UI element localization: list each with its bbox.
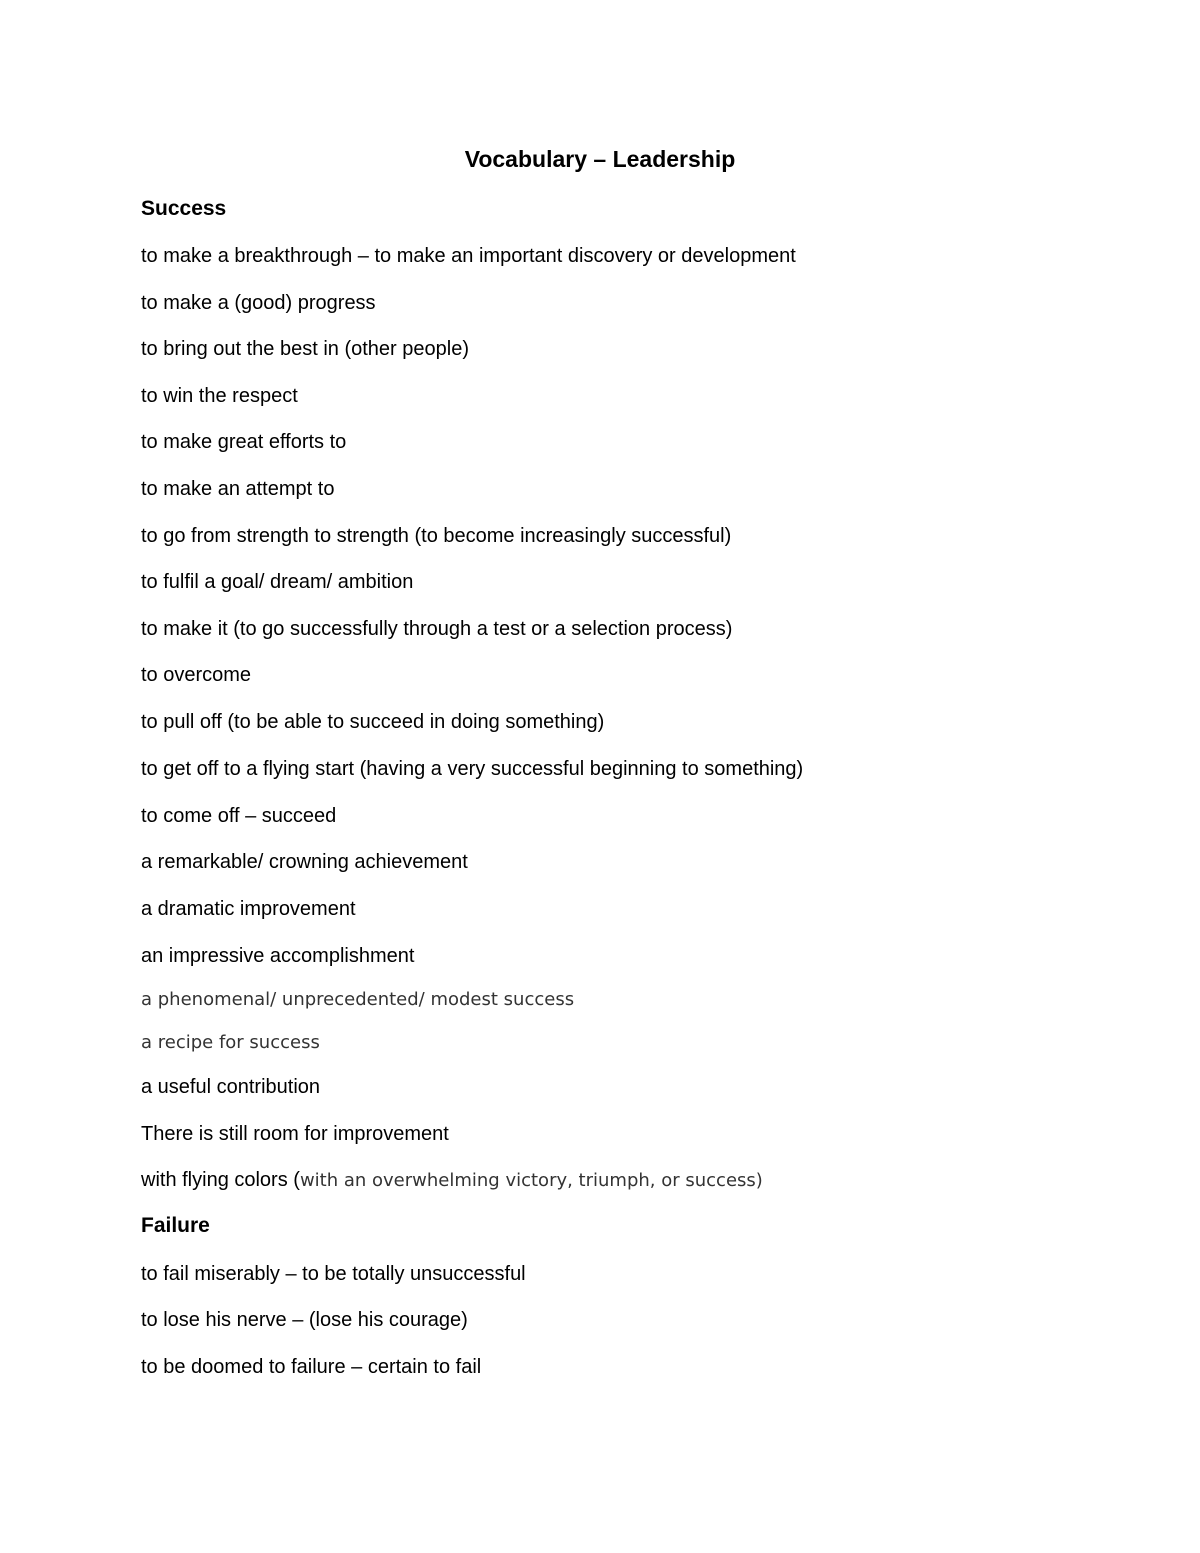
list-item: to come off – succeed xyxy=(141,805,337,827)
list-item: to get off to a flying start (having a very successful beginning to something) xyxy=(141,758,804,780)
list-item: a recipe for success xyxy=(141,1032,320,1053)
list-item: an impressive accomplishment xyxy=(141,945,415,967)
list-item: a dramatic improvement xyxy=(141,898,356,920)
section-heading-success: Success xyxy=(141,197,227,220)
list-item: to lose his nerve – (lose his courage) xyxy=(141,1309,468,1331)
list-item: to pull off (to be able to succeed in doing something) xyxy=(141,711,605,733)
list-item: a phenomenal/ unprecedented/ modest success xyxy=(141,989,575,1010)
list-item: to go from strength to strength (to become increasingly successful) xyxy=(141,525,732,547)
list-item: to bring out the best in (other people) xyxy=(141,338,469,360)
list-item: to be doomed to failure – certain to fail xyxy=(141,1356,482,1378)
list-item: to overcome xyxy=(141,664,252,686)
list-item-definition: with an overwhelming victory, triumph, or success) xyxy=(299,1170,763,1191)
list-item: to make a breakthrough – to make an important discovery or development xyxy=(141,245,796,267)
section-heading-failure: Failure xyxy=(141,1214,210,1237)
list-item: to make great efforts to xyxy=(141,431,347,453)
list-item: a remarkable/ crowning achievement xyxy=(141,851,468,873)
list-item xyxy=(141,1167,763,1194)
document-title: Vocabulary – Leadership xyxy=(464,146,736,172)
list-item: to make an attempt to xyxy=(141,478,335,500)
list-item: to win the respect xyxy=(141,385,298,407)
list-item: to fail miserably – to be totally unsuccessful xyxy=(141,1263,526,1285)
list-item: to make a (good) progress xyxy=(141,292,376,314)
list-item: to fulfil a goal/ dream/ ambition xyxy=(141,571,414,593)
list-item-term: with flying colors ( xyxy=(141,1169,300,1191)
list-item: There is still room for improvement xyxy=(141,1123,449,1145)
list-item: to make it (to go successfully through a test or a selection process) xyxy=(141,618,733,640)
list-item: a useful contribution xyxy=(141,1076,321,1098)
